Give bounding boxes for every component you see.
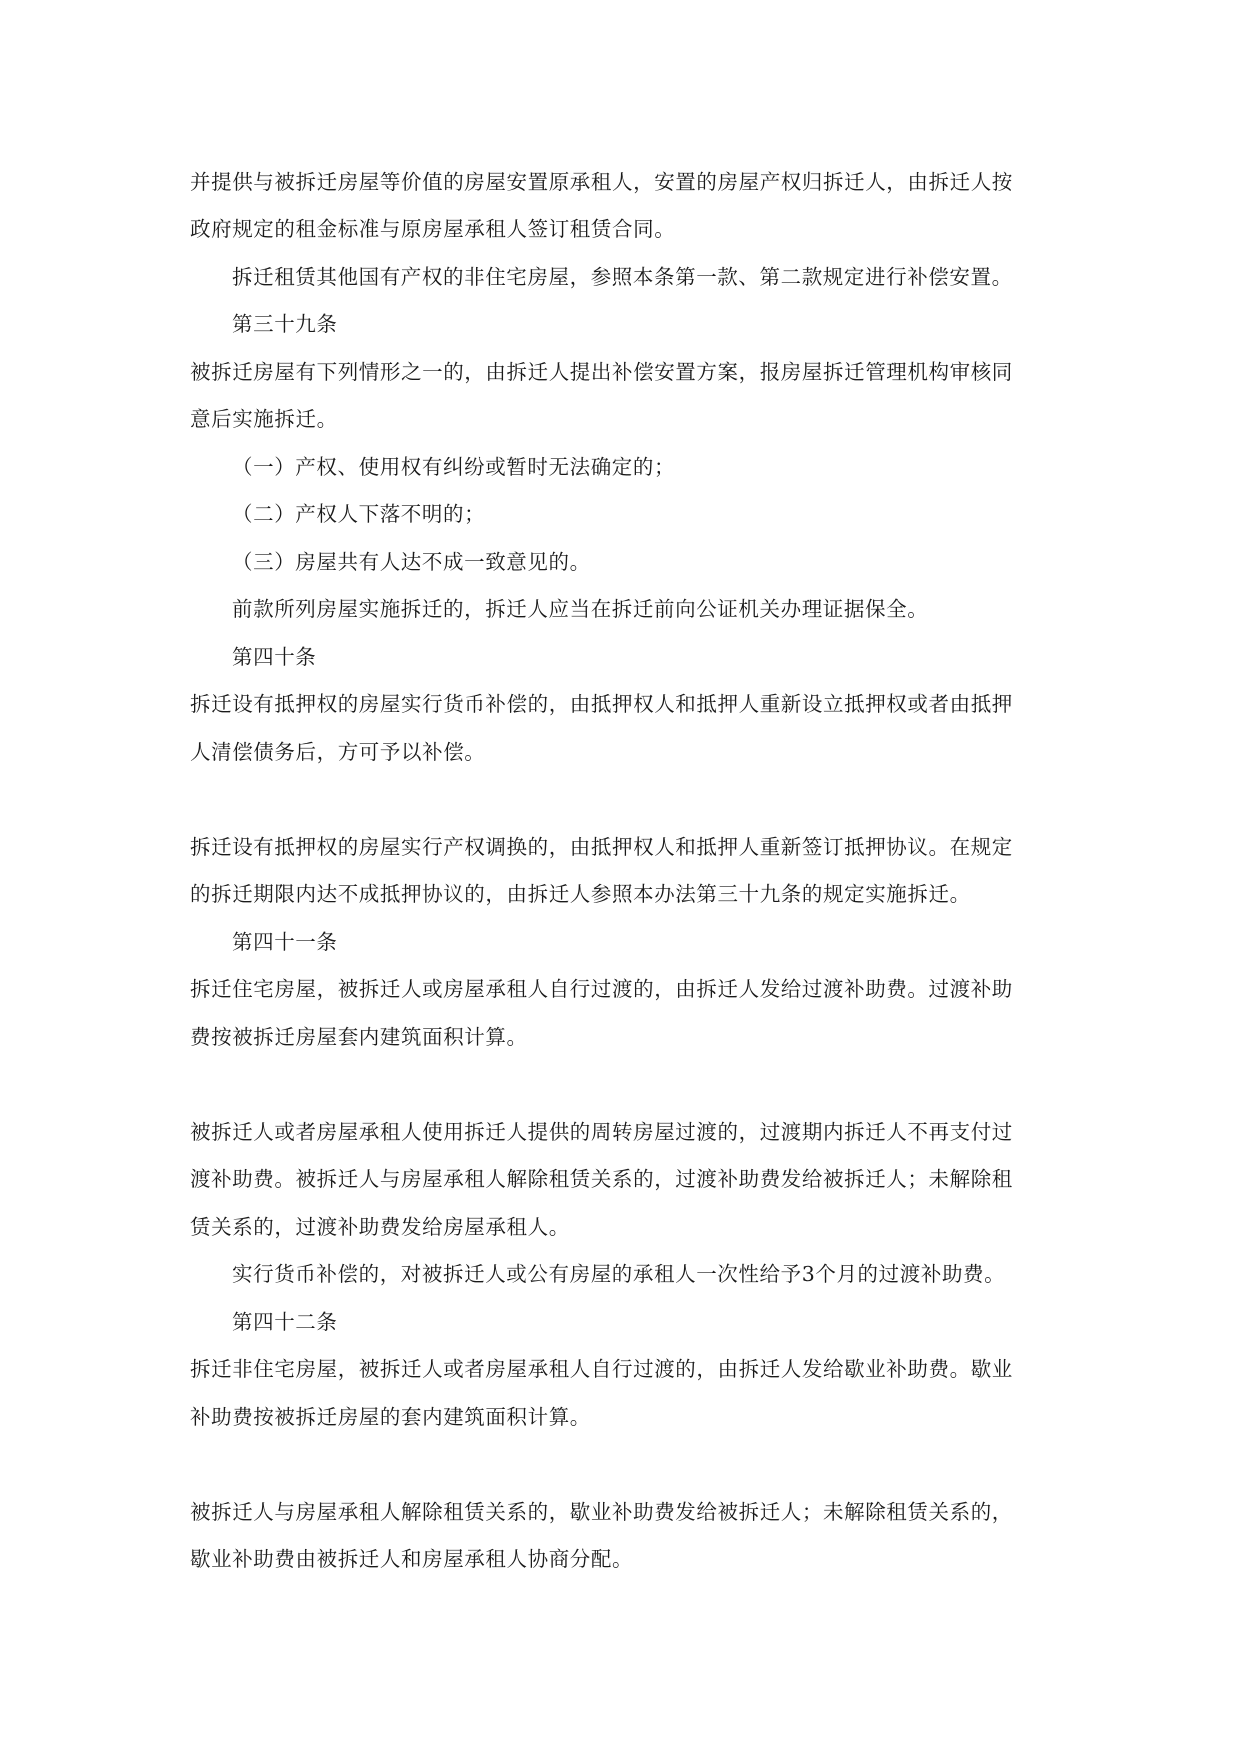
- article-heading: 第四十二条: [232, 1310, 338, 1334]
- article-heading: 第四十条: [232, 645, 317, 669]
- paragraph-line: 赁关系的，过渡补助费发给房屋承租人。: [190, 1215, 570, 1239]
- paragraph-line: 实行货币补偿的，对被拆迁人或公有房屋的承租人一次性给予3个月的过渡补助费。: [232, 1262, 1006, 1286]
- paragraph-line: 费按被拆迁房屋套内建筑面积计算。: [190, 1025, 528, 1049]
- paragraph-line: 政府规定的租金标准与原房屋承租人签订租赁合同。: [190, 217, 676, 241]
- paragraph-line: 拆迁租赁其他国有产权的非住宅房屋，参照本条第一款、第二款规定进行补偿安置。: [232, 265, 1013, 289]
- article-heading: 第三十九条: [232, 312, 338, 336]
- paragraph-line: 人清偿债务后，方可予以补偿。: [190, 740, 486, 764]
- paragraph-line: 拆迁设有抵押权的房屋实行货币补偿的，由抵押权人和抵押人重新设立抵押权或者由抵押: [190, 692, 1013, 716]
- paragraph-line: 拆迁住宅房屋，被拆迁人或房屋承租人自行过渡的，由拆迁人发给过渡补助费。过渡补助: [190, 977, 1013, 1001]
- paragraph-line: 的拆迁期限内达不成抵押协议的，由拆迁人参照本办法第三十九条的规定实施拆迁。: [190, 882, 971, 906]
- list-item: （一）产权、使用权有纠纷或暂时无法确定的；: [232, 455, 676, 479]
- list-item: （三）房屋共有人达不成一致意见的。: [232, 550, 591, 574]
- paragraph-line: 拆迁设有抵押权的房屋实行产权调换的，由抵押权人和抵押人重新签订抵押协议。在规定: [190, 835, 1013, 859]
- article-heading: 第四十一条: [232, 930, 338, 954]
- paragraph-line: 补助费按被拆迁房屋的套内建筑面积计算。: [190, 1405, 591, 1429]
- paragraph-line: 被拆迁人或者房屋承租人使用拆迁人提供的周转房屋过渡的，过渡期内拆迁人不再支付过: [190, 1120, 1013, 1144]
- paragraph-line: 渡补助费。被拆迁人与房屋承租人解除租赁关系的，过渡补助费发给被拆迁人；未解除租: [190, 1167, 1013, 1191]
- paragraph-line: 意后实施拆迁。: [190, 407, 338, 431]
- paragraph-line: 前款所列房屋实施拆迁的，拆迁人应当在拆迁前向公证机关办理证据保全。: [232, 597, 929, 621]
- paragraph-line: 并提供与被拆迁房屋等价值的房屋安置原承租人，安置的房屋产权归拆迁人，由拆迁人按: [190, 170, 1013, 194]
- paragraph-line: 歇业补助费由被拆迁人和房屋承租人协商分配。: [190, 1547, 634, 1571]
- list-item: （二）产权人下落不明的；: [232, 502, 486, 526]
- paragraph-line: 拆迁非住宅房屋，被拆迁人或者房屋承租人自行过渡的，由拆迁人发给歇业补助费。歇业: [190, 1357, 1013, 1381]
- paragraph-line: 被拆迁人与房屋承租人解除租赁关系的，歇业补助费发给被拆迁人；未解除租赁关系的，: [190, 1500, 1013, 1524]
- paragraph-line: 被拆迁房屋有下列情形之一的，由拆迁人提出补偿安置方案，报房屋拆迁管理机构审核同: [190, 360, 1013, 384]
